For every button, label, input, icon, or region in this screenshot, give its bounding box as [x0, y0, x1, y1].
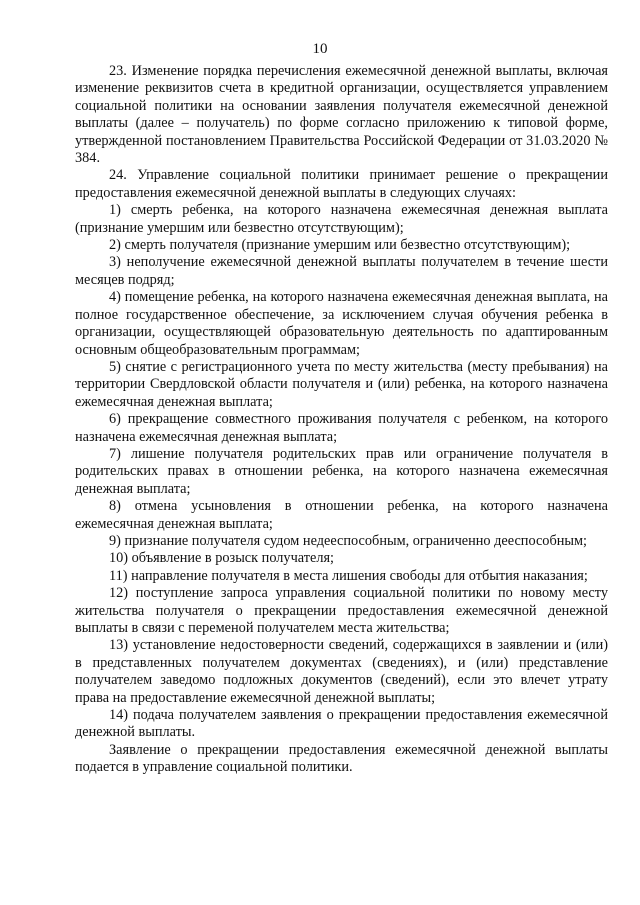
paragraph-24: 24. Управление социальной политики принимает решение о прекращении предоставления ежемесячной денежной выплаты в следующих случаях: [75, 167, 608, 201]
list-item-3: 3) неполучение ежемесячной денежной выплаты получателем в течение шести месяцев подряд; [75, 254, 608, 288]
paragraph-23: 23. Изменение порядка перечисления ежемесячной денежной выплаты, включая изменение реквизитов счета в кредитной организации, осуществляется управлением социальной политики на основании заявления получателя ежемесячной денежной выплаты (далее – получатель) по форме согласно приложению к типовой форме, утвержденной постановлением Правительства Российской Федерации от 31.03.2020 № 384. [75, 63, 608, 167]
list-item-11: 11) направление получателя в места лишения свободы для отбытия наказания; [109, 567, 588, 584]
list-item-5: 5) снятие с регистрационного учета по месту жительства (месту пребывания) на территории Свердловской области получателя и (или) ребенка, на которого назначена ежемесячная денежная выплата; [75, 358, 608, 410]
list-item-4: 4) помещение ребенка, на которого назначена ежемесячная денежная выплата, на полное государственное обеспечение, за исключением случая обучения ребенка в организации, осуществляющей образовательную деятельность по адаптированным основным общеобразовательным программам; [75, 289, 608, 358]
list-item-9: 9) признание получателя судом недееспособным, ограниченно дееспособным; [109, 532, 588, 549]
closing-paragraph: Заявление о прекращении предоставления ежемесячной денежной выплаты подается в управление социальной политики. [75, 741, 608, 776]
list-item-14: 14) подача получателем заявления о прекращении предоставления ежемесячной денежной выплаты. [75, 707, 608, 741]
list-item-10: 10) объявление в розыск получателя; [109, 550, 335, 567]
list-item-2: 2) смерть получателя (признание умершим или безвестно отсутствующим); [109, 237, 571, 254]
list-item-1: 1) смерть ребенка, на которого назначена ежемесячная денежная выплата (признание умершим или безвестно отсутствующим); [75, 202, 608, 236]
document-body [75, 63, 608, 777]
list-item-6: 6) прекращение совместного проживания получателя с ребенком, на которого назначена ежемесячная денежная выплата; [75, 411, 608, 445]
list-item-12: 12) поступление запроса управления социальной политики по новому месту жительства получателя о прекращении предоставления ежемесячной денежной выплаты в связи с переменой получателем места жительства; [75, 585, 608, 636]
list-item-7: 7) лишение получателя родительских прав или ограничение получателя в родительских правах в отношении ребенка, на которого назначена ежемесячная денежная выплата; [75, 445, 608, 497]
list-item-13: 13) установление недостоверности сведений, содержащихся в заявлении и (или) в представленных получателем документах (сведениях), и (или) представление получателем заведомо подложных документов (сведений), если это влечет утрату права на предоставление ежемесячной денежной выплаты; [75, 637, 608, 706]
list-item-8: 8) отмена усыновления в отношении ребенка, на которого назначена ежемесячная денежная выплата; [75, 498, 608, 532]
page-number: 10 [312, 41, 328, 57]
